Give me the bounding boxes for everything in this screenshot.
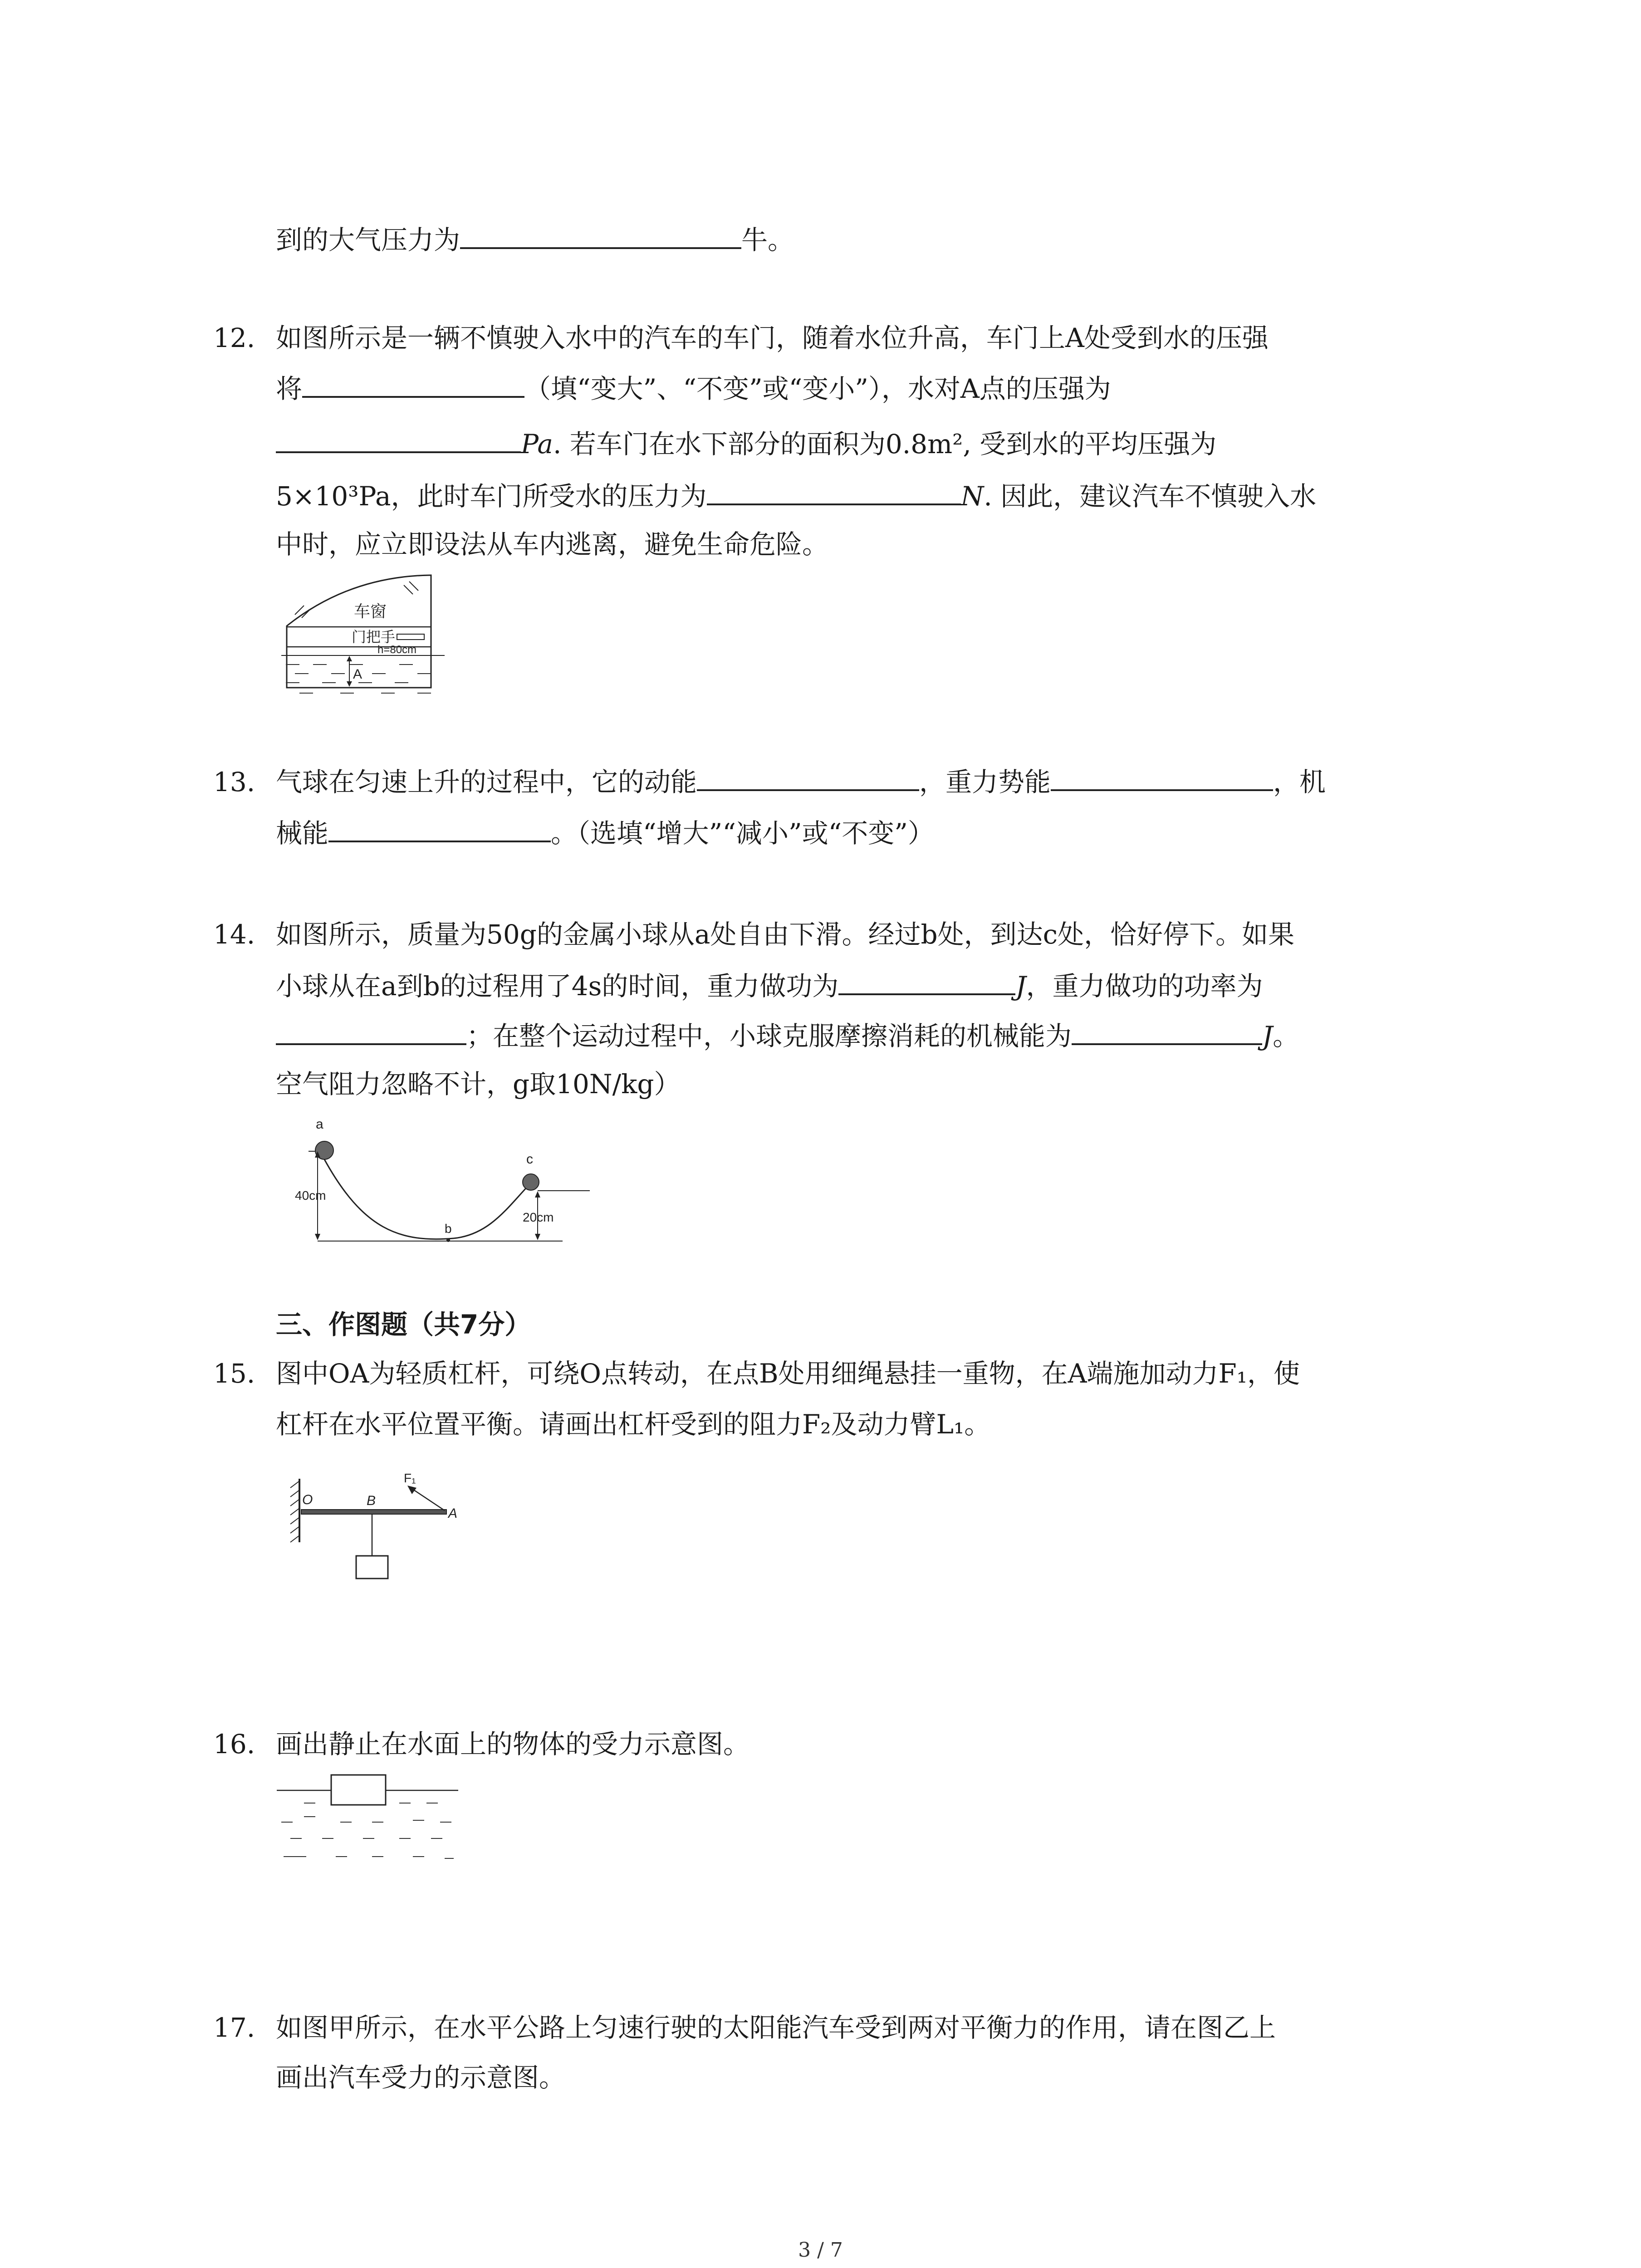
q12-line-1: 12. 如图所示是一辆不慎驶入水中的汽车的车门，随着水位升高，车门上A处受到水的压强 xyxy=(213,320,1269,356)
q13-line-2: 械能 。（选填“增大”“减小”或“不变”） xyxy=(276,813,934,850)
q14-height-c-label: 20cm xyxy=(523,1210,554,1224)
q15-point-a-label: A xyxy=(448,1506,458,1521)
q14-line-4: 空气阻力忽略不计，g取10N/kg） xyxy=(276,1069,681,1100)
q15-lever-figure xyxy=(272,1470,472,1588)
q13-answer-blank-3[interactable] xyxy=(328,813,551,842)
q13-line-1: 13. 气球在匀速上升的过程中，它的动能 ，重力势能 ，机 xyxy=(213,762,1326,798)
q11-answer-blank[interactable] xyxy=(460,220,741,249)
section-3-heading: 三、作图题（共7分） xyxy=(276,1309,531,1340)
q15-line-1: 15. 图中OA为轻质杠杆，可绕O点转动，在点B处用细绳悬挂一重物，在A端施加动力F₁，使 xyxy=(213,1355,1300,1392)
q14-height-a-label: 40cm xyxy=(295,1188,326,1202)
q14-line-3: ；在整个运动过程中，小球克服摩擦消耗的机械能为 J。 xyxy=(276,1016,1299,1052)
q12-window-label: 车窗 xyxy=(354,602,387,621)
q12-car-door-figure xyxy=(281,572,472,703)
q12-point-a-label: A xyxy=(353,667,362,682)
q15-line-2: 杠杆在水平位置平衡。请画出杠杆受到的阻力F₂及动力臂L₁。 xyxy=(276,1409,991,1440)
q17-number: 17. xyxy=(213,2012,255,2043)
q15-force-f1-label: F₁ xyxy=(404,1471,416,1485)
q13-number: 13. xyxy=(213,767,255,797)
q14-point-b-label: b xyxy=(445,1222,452,1236)
q12-number: 12. xyxy=(213,323,255,353)
q16-number: 16. xyxy=(213,1729,255,1760)
q12-line-3: Pa. 若车门在水下部分的面积为0.8m², 受到水的平均压强为 xyxy=(276,424,1216,460)
q14-line-1: 14. 如图所示，质量为50g的金属小球从a处自由下滑。经过b处，到达c处，恰好停下。如果 xyxy=(213,916,1294,953)
q15-pivot-o-label: O xyxy=(302,1492,313,1507)
q14-point-a-label: a xyxy=(316,1117,323,1132)
q16-floating-object-figure xyxy=(277,1771,467,1871)
q12-line-4: 5×10³Pa，此时车门所受水的压力为 N. 因此，建议汽车不慎驶入水 xyxy=(276,476,1316,513)
q15-number: 15. xyxy=(213,1358,255,1389)
q11-tail: 到的大气压力为 牛。 xyxy=(276,220,794,256)
q12-handle-label: 门把手 xyxy=(352,629,396,645)
q14-number: 14. xyxy=(213,919,255,950)
q14-point-c-label: c xyxy=(526,1152,533,1167)
q16-line-1: 16. 画出静止在水面上的物体的受力示意图。 xyxy=(213,1726,749,1762)
q14-answer-blank-1[interactable] xyxy=(838,966,1015,995)
q14-line-2: 小球从在a到b的过程用了4s的时间，重力做功为 J，重力做功的功率为 xyxy=(276,966,1263,1002)
q14-answer-blank-2[interactable] xyxy=(276,1016,466,1045)
q14-ball-track-figure xyxy=(290,1116,599,1252)
q17-line-2: 画出汽车受力的示意图。 xyxy=(276,2062,566,2093)
page-number: 3 / 7 xyxy=(798,2239,843,2262)
q12-answer-blank-2[interactable] xyxy=(276,424,521,453)
q15-point-b-label: B xyxy=(367,1493,376,1508)
q12-answer-blank-1[interactable] xyxy=(302,369,524,398)
q14-answer-blank-3[interactable] xyxy=(1072,1016,1262,1045)
q17-line-1: 17. 如图甲所示，在水平公路上匀速行驶的太阳能汽车受到两对平衡力的作用，请在图乙上 xyxy=(213,2009,1276,2046)
q12-line-2: 将 （填“变大”、“不变”或“变小”），水对A点的压强为 xyxy=(276,369,1111,405)
q12-line-5: 中时，应立即设法从车内逃离，避免生命危险。 xyxy=(276,529,829,560)
q12-depth-label: h=80cm xyxy=(377,644,417,656)
q12-answer-blank-3[interactable] xyxy=(707,476,961,505)
q13-answer-blank-2[interactable] xyxy=(1051,762,1273,791)
q13-answer-blank-1[interactable] xyxy=(697,762,919,791)
